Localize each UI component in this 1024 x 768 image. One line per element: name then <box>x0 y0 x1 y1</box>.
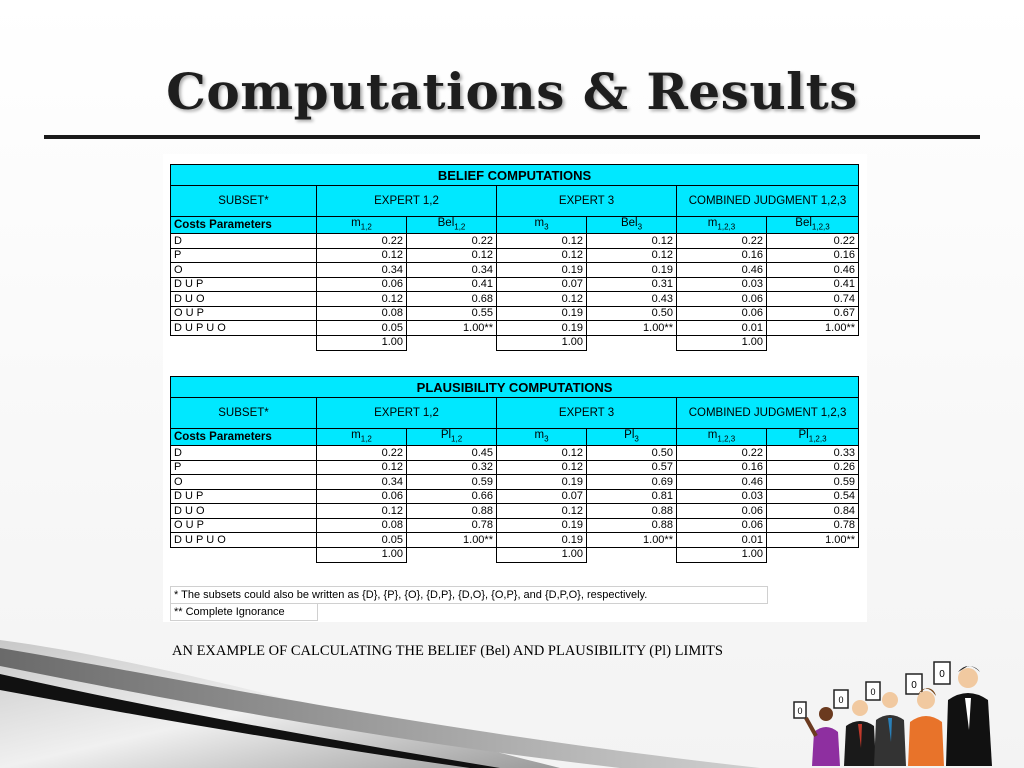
table-cell: 0.41 <box>767 277 859 292</box>
table-cell: 0.54 <box>767 489 859 504</box>
table-cell: 0.08 <box>317 306 407 321</box>
parameter-header <box>497 429 587 446</box>
table-cell: 0.12 <box>317 292 407 307</box>
table-cell: 0.06 <box>677 518 767 533</box>
parameter-symbol: m <box>351 429 361 441</box>
table-cell: 0.12 <box>497 460 587 475</box>
table-cell: 0.34 <box>317 263 407 278</box>
sum-row <box>171 547 859 562</box>
table-cell: 0.78 <box>407 518 497 533</box>
table-cell: 0.16 <box>677 248 767 263</box>
subset-label: D U O <box>171 292 317 307</box>
table-row <box>171 292 859 307</box>
table-cell: 0.43 <box>587 292 677 307</box>
parameter-symbol: Pl <box>440 429 452 441</box>
table-row <box>171 321 859 336</box>
mass-sum-cell: 1.00 <box>317 547 407 562</box>
subset-label: O U P <box>171 306 317 321</box>
mass-sum-cell: 1.00 <box>497 547 587 562</box>
table-cell: 0.19 <box>497 475 587 490</box>
sum-row-spacer <box>587 547 677 562</box>
table-title: BELIEF COMPUTATIONS <box>171 165 859 186</box>
table-title-row <box>171 165 859 186</box>
group-header: EXPERT 3 <box>497 398 677 429</box>
subset-label: P <box>171 460 317 475</box>
sum-row-spacer <box>407 547 497 562</box>
slide-caption: AN EXAMPLE OF CALCULATING THE BELIEF (Bel) AND PLAUSIBILITY (Pl) LIMITS <box>172 643 723 659</box>
sum-row-spacer <box>767 547 859 562</box>
table-cell: 0.74 <box>767 292 859 307</box>
subset-label: D U O <box>171 504 317 519</box>
title-underline <box>44 135 980 139</box>
table-cell: 0.45 <box>407 446 497 461</box>
parameter-symbol: Bel <box>437 217 455 229</box>
table-cell: 0.59 <box>767 475 859 490</box>
table-cell: 0.19 <box>587 263 677 278</box>
table-cell: 0.12 <box>497 248 587 263</box>
group-header: EXPERT 1,2 <box>317 398 497 429</box>
subset-label: P <box>171 248 317 263</box>
subset-label: O <box>171 263 317 278</box>
table-cell: 0.03 <box>677 277 767 292</box>
parameter-subscript: 3 <box>544 434 549 444</box>
judge-figure-2 <box>834 690 876 766</box>
subset-header: SUBSET* <box>171 398 317 429</box>
table-cell: 0.46 <box>677 263 767 278</box>
table-cell: 0.55 <box>407 306 497 321</box>
table-cell: 0.06 <box>317 277 407 292</box>
table-cell: 0.22 <box>317 446 407 461</box>
parameter-header-row <box>171 217 859 234</box>
parameter-header <box>767 217 859 234</box>
parameter-header <box>317 217 407 234</box>
subset-label: D U P <box>171 489 317 504</box>
table-cell: 0.01 <box>677 533 767 548</box>
table-cell: 0.88 <box>587 504 677 519</box>
judge-figure-4 <box>906 674 944 766</box>
group-header: EXPERT 3 <box>497 186 677 217</box>
group-header-row <box>171 186 859 217</box>
table-cell: 0.06 <box>677 504 767 519</box>
table-cell: 0.88 <box>407 504 497 519</box>
table-row <box>171 277 859 292</box>
score-card-3: 0 <box>870 687 876 697</box>
score-card-4: 0 <box>911 680 917 691</box>
table-cell: 0.12 <box>587 234 677 249</box>
parameter-symbol: Pl <box>624 429 635 441</box>
subsets-footnote: * The subsets could also be written as {D}, {P}, {O}, {D,P}, {D,O}, {O,P}, and {D,P,O}, respectively. <box>170 586 768 604</box>
table-cell: 0.12 <box>497 504 587 519</box>
parameter-symbol: m <box>534 429 545 441</box>
table-cell: 0.59 <box>407 475 497 490</box>
table-row <box>171 533 859 548</box>
table-row <box>171 446 859 461</box>
table-cell: 0.22 <box>677 446 767 461</box>
score-card-5: 0 <box>939 669 945 680</box>
table-cell: 0.22 <box>767 234 859 249</box>
table-row <box>171 489 859 504</box>
table-cell: 0.12 <box>317 248 407 263</box>
parameter-header <box>407 429 497 446</box>
table-cell: 0.12 <box>497 234 587 249</box>
sum-row-spacer <box>407 335 497 350</box>
table-cell: 0.19 <box>497 533 587 548</box>
corner-swoosh-decoration <box>0 640 820 768</box>
judges-clipart <box>782 652 1002 766</box>
table-cell: 0.16 <box>767 248 859 263</box>
table-notes <box>170 586 768 621</box>
parameter-subscript: 1,2,3 <box>717 222 736 232</box>
table-cell: 0.34 <box>317 475 407 490</box>
table-cell: 0.06 <box>317 489 407 504</box>
subset-header: SUBSET* <box>171 186 317 217</box>
parameter-header <box>767 429 859 446</box>
complete-ignorance-footnote: ** Complete Ignorance <box>170 604 318 621</box>
sum-row-spacer <box>587 335 677 350</box>
sum-row-spacer <box>767 335 859 350</box>
subset-label: D U P U O <box>171 533 317 548</box>
parameter-subscript: 1,2 <box>360 434 372 444</box>
table-row <box>171 263 859 278</box>
parameter-subscript: 3 <box>637 222 643 232</box>
sum-row-spacer <box>171 335 317 350</box>
table-row <box>171 248 859 263</box>
subset-label: O <box>171 475 317 490</box>
table-cell: 0.22 <box>407 234 497 249</box>
subset-label: D <box>171 234 317 249</box>
table-cell: 0.07 <box>497 489 587 504</box>
spreadsheet-image <box>163 154 867 622</box>
parameter-subscript: 1,2,3 <box>811 222 830 232</box>
table-cell: 0.12 <box>497 292 587 307</box>
table-cell: 0.33 <box>767 446 859 461</box>
mass-sum-cell: 1.00 <box>677 547 767 562</box>
table-title-row <box>171 377 859 398</box>
table-cell: 0.05 <box>317 533 407 548</box>
parameter-header <box>587 217 677 234</box>
table-cell: 0.12 <box>407 248 497 263</box>
score-card-1: 0 <box>797 706 803 716</box>
table-row <box>171 475 859 490</box>
table-cell: 0.16 <box>677 460 767 475</box>
table-cell: 0.12 <box>317 504 407 519</box>
table-cell: 0.50 <box>587 446 677 461</box>
table-cell: 0.84 <box>767 504 859 519</box>
table-cell: 1.00** <box>407 533 497 548</box>
parameter-header <box>407 217 497 234</box>
table-cell: 0.19 <box>497 321 587 336</box>
parameter-symbol: m <box>707 217 718 229</box>
costs-parameters-label: Costs Parameters <box>171 429 317 446</box>
subset-label: D <box>171 446 317 461</box>
parameter-symbol: Bel <box>620 217 638 229</box>
table-cell: 0.69 <box>587 475 677 490</box>
sum-row <box>171 335 859 350</box>
table-cell: 1.00** <box>407 321 497 336</box>
group-header: COMBINED JUDGMENT 1,2,3 <box>677 398 859 429</box>
table-cell: 0.88 <box>587 518 677 533</box>
parameter-symbol: m <box>534 217 545 229</box>
table-cell: 1.00** <box>767 533 859 548</box>
table-cell: 0.81 <box>587 489 677 504</box>
parameter-subscript: 1,2,3 <box>717 434 736 444</box>
table-cell: 0.22 <box>317 234 407 249</box>
table-row <box>171 306 859 321</box>
slide-title: Computations & Results <box>166 62 858 121</box>
mass-sum-cell: 1.00 <box>317 335 407 350</box>
table-cell: 0.03 <box>677 489 767 504</box>
parameter-header <box>677 429 767 446</box>
table-cell: 0.22 <box>677 234 767 249</box>
plausibility-computations-table <box>170 376 859 563</box>
parameter-subscript: 1,2 <box>451 434 463 444</box>
table-cell: 0.19 <box>497 306 587 321</box>
table-cell: 1.00** <box>587 533 677 548</box>
table-cell: 0.41 <box>407 277 497 292</box>
table-row <box>171 234 859 249</box>
group-header-row <box>171 398 859 429</box>
parameter-header-row <box>171 429 859 446</box>
parameter-subscript: 1,2,3 <box>808 434 827 444</box>
table-title: PLAUSIBILITY COMPUTATIONS <box>171 377 859 398</box>
parameter-subscript: 1,2 <box>360 222 372 232</box>
table-cell: 0.06 <box>677 292 767 307</box>
table-cell: 0.46 <box>677 475 767 490</box>
table-row <box>171 504 859 519</box>
table-cell: 0.06 <box>677 306 767 321</box>
table-cell: 1.00** <box>587 321 677 336</box>
table-cell: 0.66 <box>407 489 497 504</box>
table-cell: 0.46 <box>767 263 859 278</box>
subset-label: O U P <box>171 518 317 533</box>
table-cell: 0.67 <box>767 306 859 321</box>
table-cell: 0.31 <box>587 277 677 292</box>
table-cell: 0.34 <box>407 263 497 278</box>
table-cell: 0.26 <box>767 460 859 475</box>
table-row <box>171 518 859 533</box>
parameter-symbol: m <box>707 429 718 441</box>
parameter-subscript: 3 <box>634 434 639 444</box>
parameter-header <box>587 429 677 446</box>
table-cell: 0.19 <box>497 518 587 533</box>
table-cell: 0.32 <box>407 460 497 475</box>
table-cell: 0.78 <box>767 518 859 533</box>
table-cell: 0.07 <box>497 277 587 292</box>
table-cell: 0.12 <box>317 460 407 475</box>
subset-label: D U P U O <box>171 321 317 336</box>
parameter-symbol: Bel <box>795 217 812 229</box>
table-cell: 0.50 <box>587 306 677 321</box>
table-cell: 0.08 <box>317 518 407 533</box>
parameter-subscript: 1,2 <box>454 222 466 232</box>
parameter-subscript: 3 <box>544 222 549 232</box>
sum-row-spacer <box>171 547 317 562</box>
parameter-symbol: m <box>351 217 361 229</box>
table-cell: 0.12 <box>587 248 677 263</box>
parameter-header <box>317 429 407 446</box>
score-card-2: 0 <box>838 695 844 705</box>
table-cell: 0.01 <box>677 321 767 336</box>
table-cell: 0.05 <box>317 321 407 336</box>
mass-sum-cell: 1.00 <box>677 335 767 350</box>
group-header: COMBINED JUDGMENT 1,2,3 <box>677 186 859 217</box>
parameter-symbol: Pl <box>798 429 809 441</box>
table-cell: 1.00** <box>767 321 859 336</box>
subset-label: D U P <box>171 277 317 292</box>
table-cell: 0.19 <box>497 263 587 278</box>
table-cell: 0.57 <box>587 460 677 475</box>
mass-sum-cell: 1.00 <box>497 335 587 350</box>
group-header: EXPERT 1,2 <box>317 186 497 217</box>
table-row <box>171 460 859 475</box>
belief-computations-table <box>170 164 859 351</box>
judge-figure-1 <box>794 702 840 766</box>
parameter-header <box>497 217 587 234</box>
parameter-header <box>677 217 767 234</box>
table-cell: 0.12 <box>497 446 587 461</box>
table-cell: 0.68 <box>407 292 497 307</box>
costs-parameters-label: Costs Parameters <box>171 217 317 234</box>
